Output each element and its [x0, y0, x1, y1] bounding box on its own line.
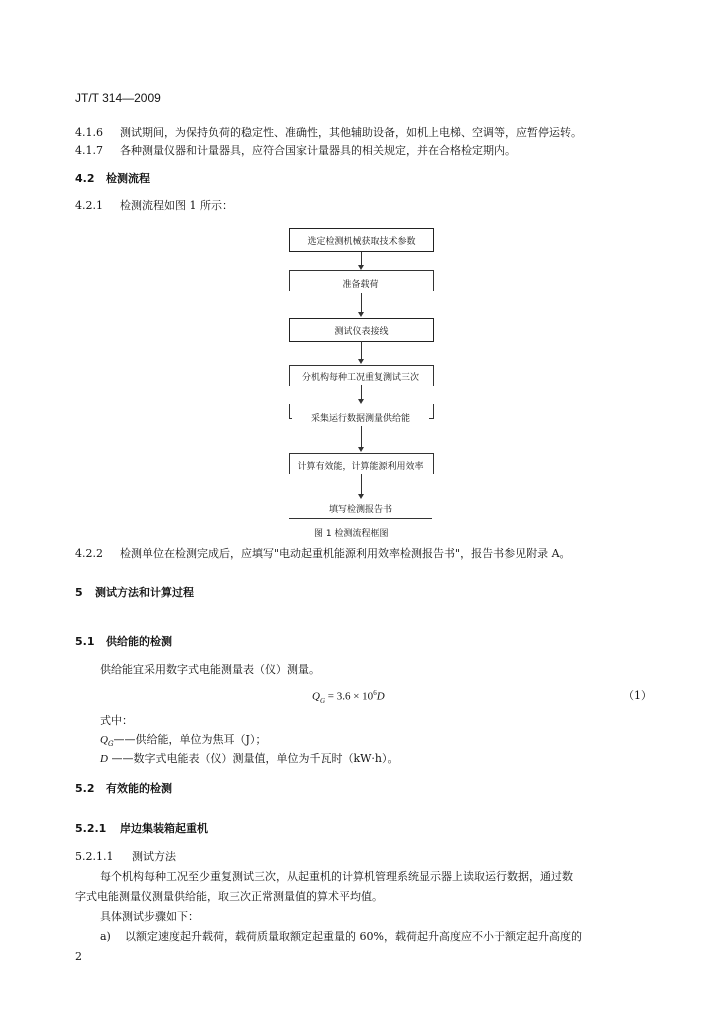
definition: D ——数字式电能表（仪）测量值，单位为千瓦时（kW·h）。: [100, 752, 399, 765]
formula-number: （1）: [623, 689, 652, 702]
section-number: 4.2: [75, 172, 95, 185]
clause-number: 4.2.2: [75, 547, 103, 560]
flow-step: 填写检测报告书: [300, 501, 421, 515]
section-title: 供给能的检测: [106, 635, 172, 648]
page-number: 2: [75, 950, 82, 963]
formula: $Q_G = 3.6 \times 10^6D$: [312, 689, 385, 705]
section-number: 5.1: [75, 635, 95, 648]
definition: $Q_G——$供给能，单位为焦耳（J）；: [100, 733, 267, 749]
paragraph: 具体测试步骤如下：: [100, 910, 199, 923]
section-title: 测试方法: [132, 850, 176, 863]
flow-step: 测试仪表接线: [289, 318, 434, 342]
clause-number: 4.2.1: [75, 199, 103, 212]
clause-text: 测试期间，为保持负荷的稳定性、准确性，其他辅助设备，如机上电梯、空调等，应暂停运转。: [120, 126, 582, 139]
section-title: 有效能的检测: [106, 782, 172, 795]
list-item: 以额定速度起升载荷，载荷质量取额定起重量的 60%，载荷起升高度应不小于额定起升高度的: [125, 930, 582, 943]
flow-step: 准备载荷: [300, 276, 421, 291]
flow-step: 计算有效能，计算能源利用效率: [292, 458, 429, 472]
paragraph: 供给能宜采用数字式电能测量表（仪）测量。: [100, 663, 320, 676]
section-title: 检测流程: [106, 172, 150, 185]
section-number: 5.2.1: [75, 822, 107, 835]
section-number: 5.2.1.1: [75, 850, 114, 863]
section-number: 5.2: [75, 782, 95, 795]
figure-caption: 图 1 检测流程框图: [314, 529, 389, 539]
where-label: 式中：: [100, 714, 133, 727]
flow-step: 选定检测机械获取技术参数: [289, 228, 434, 252]
list-label: a): [100, 930, 111, 943]
section-number: 5: [75, 586, 83, 599]
clause-text: 检测单位在检测完成后，应填写"电动起重机能源利用效率检测报告书"，报告书参见附录 A。: [120, 547, 571, 560]
clause-number: 4.1.6: [75, 126, 103, 139]
flow-step: 采集运行数据测量供给能: [292, 410, 429, 424]
standard-code: JT/T 314—2009: [75, 91, 161, 105]
clause-text: 检测流程如图 1 所示：: [120, 199, 233, 212]
section-title: 测试方法和计算过程: [95, 586, 194, 599]
clause-text: 各种测量仪器和计量器具，应符合国家计量器具的相关规定，并在合格检定期内。: [120, 144, 516, 157]
flow-step: 分机构每种工况重复测试三次: [292, 369, 429, 383]
clause-number: 4.1.7: [75, 144, 103, 157]
paragraph: 字式电能测量仪测量供给能，取三次正常测量值的算术平均值。: [75, 890, 383, 903]
section-title: 岸边集装箱起重机: [120, 822, 208, 835]
paragraph: 每个机构每种工况至少重复测试三次，从起重机的计算机管理系统显示器上读取运行数据，通过数: [100, 870, 573, 883]
